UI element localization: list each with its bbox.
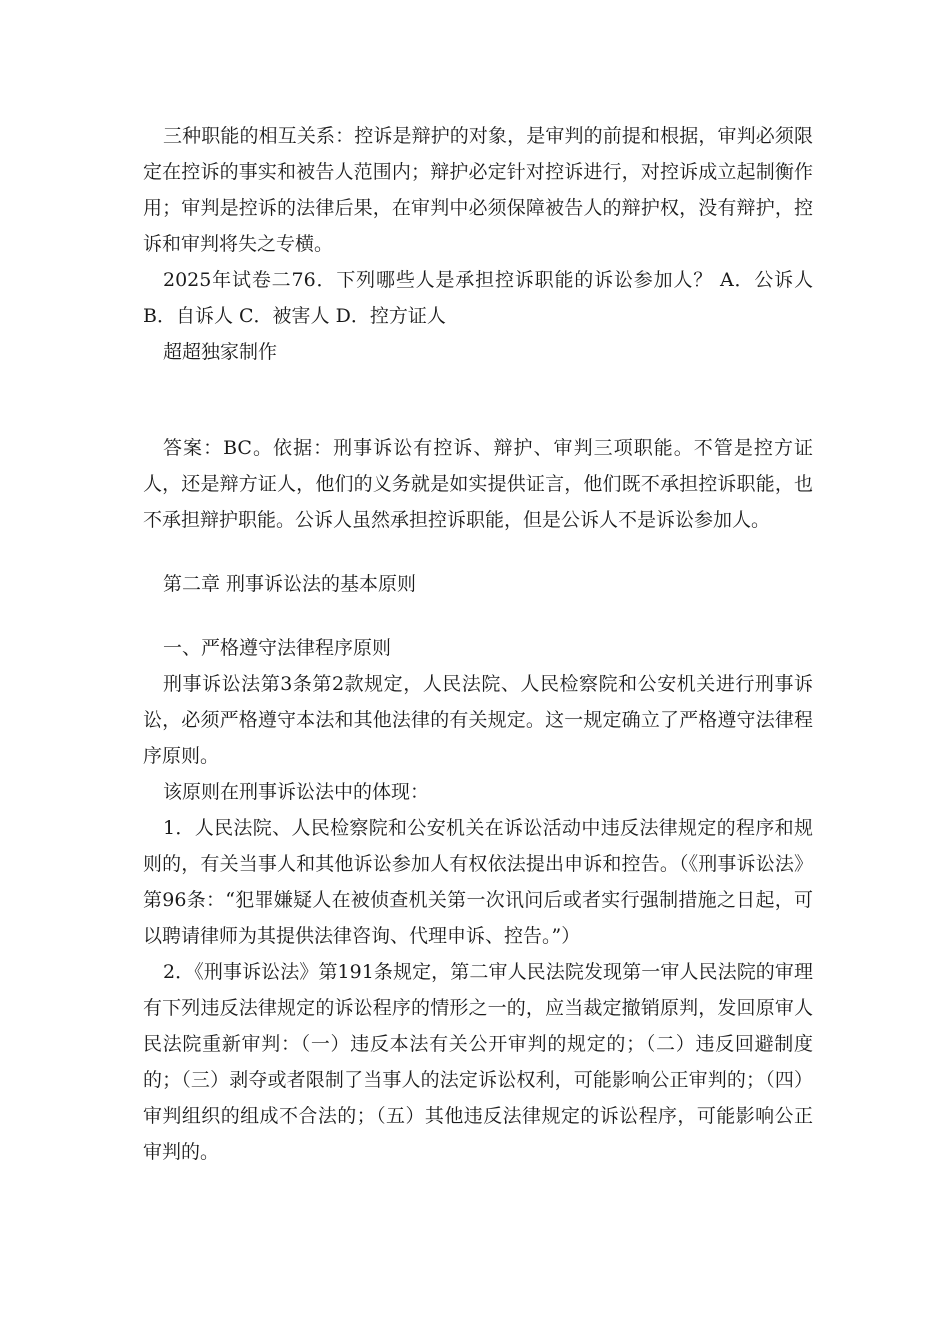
list-item-1: 1．人民法院、人民检察院和公安机关在诉讼活动中违反法律规定的程序和规则的，有关当事人和其他诉讼参加人有权依法提出申诉和控告。（《刑事诉讼法》第96条：“犯罪嫌疑人在被侦查机关第一次讯问后或者实行强制措施之日起，可以聘请律师为其提供法律咨询、代理申诉、控告。”） [143, 817, 813, 947]
paragraph-article-3: 刑事诉讼法第3条第2款规定，人民法院、人民检察院和公安机关进行刑事诉讼，必须严格遵守本法和其他法律的有关规定。这一规定确立了严格遵守法律程序原则。 [143, 673, 813, 767]
spacer [143, 370, 813, 430]
section-heading: 一、严格遵守法律程序原则 [163, 637, 392, 659]
paragraph-function-relations: 三种职能的相互关系：控诉是辩护的对象，是审判的前提和根据，审判必须限定在控诉的事实和被告人范围内；辩护必定针对控诉进行，对控诉成立起制衡作用；审判是控诉的法律后果，在审判中必须保障被告人的辩护权，没有辩护，控诉和审判将失之专横。 [143, 125, 813, 255]
paragraph-embodiment-intro: 该原则在刑事诉讼法中的体现： [163, 781, 430, 803]
spacer [143, 602, 813, 630]
chapter-heading: 第二章 刑事诉讼法的基本原则 [163, 573, 417, 595]
paragraph-exam-question: 2025年试卷二76．下列哪些人是承担控诉职能的诉讼参加人？ A．公诉人 B．自诉人 C．被害人 D．控方证人 [143, 269, 813, 327]
paragraph-credit: 超超独家制作 [163, 341, 278, 363]
paragraph-answer: 答案：BC。依据：刑事诉讼有控诉、辩护、审判三项职能。不管是控方证人，还是辩方证人，他们的义务就是如实提供证言，他们既不承担控诉职能，也不承担辩护职能。公诉人虽然承担控诉职能，但是公诉人不是诉讼参加人。 [143, 437, 813, 531]
document-body [143, 118, 813, 1170]
spacer [143, 538, 813, 566]
list-item-2: 2．《刑事诉讼法》第191条规定，第二审人民法院发现第一审人民法院的审理有下列违反法律规定的诉讼程序的情形之一的，应当裁定撤销原判，发回原审人民法院重新审判：（一）违反本法有关公开审判的规定的；（二）违反回避制度的；（三）剥夺或者限制了当事人的法定诉讼权利，可能影响公正审判的；（四）审判组织的组成不合法的；（五）其他违反法律规定的诉讼程序，可能影响公正审判的。 [143, 961, 813, 1163]
